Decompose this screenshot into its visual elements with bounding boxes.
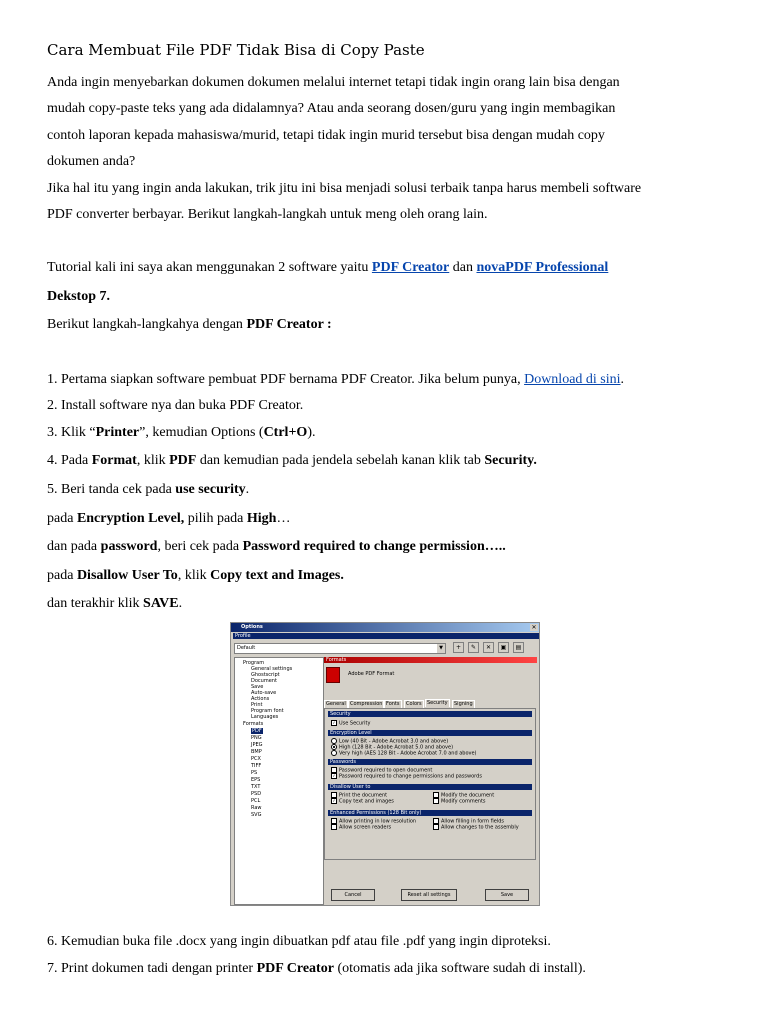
dialog-titlebar: Options ✕ xyxy=(231,623,539,632)
save-button: Save xyxy=(485,889,529,901)
encryption-header: Encryption Level xyxy=(328,730,532,736)
tree-item: General settings xyxy=(251,666,293,672)
paragraph-line: Berikut langkah-langkahya dengan PDF Creator : xyxy=(47,317,332,332)
tree-item: PNG xyxy=(251,735,262,741)
enh-screenreaders-checkbox: Allow screen readers xyxy=(331,824,391,831)
delete-profile-icon: ✕ xyxy=(483,642,494,653)
tab-general: General xyxy=(326,701,346,707)
pdf-format-icon xyxy=(326,667,340,683)
step-5-detail: dan pada password, beri cek pada Password required to change permission….. xyxy=(47,539,506,554)
download-link[interactable]: Download di sini xyxy=(524,372,621,387)
tree-item: Languages xyxy=(251,714,279,720)
open-profile-icon: ▤ xyxy=(513,642,524,653)
format-name: Adobe PDF Format xyxy=(348,671,395,677)
tree-item: Print xyxy=(251,702,263,708)
step-1: 1. Pertama siapkan software pembuat PDF bernama PDF Creator. Jika belum punya, Download di sini. xyxy=(47,372,625,387)
tree-item: Program font xyxy=(251,708,284,714)
enh-forms-checkbox: Allow filling in form fields xyxy=(433,818,504,825)
step-6: 6. Kemudian buka file .docx yang ingin dibuatkan pdf atau file .pdf yang ingin diproteksi. xyxy=(47,934,551,949)
format-tabs xyxy=(324,699,536,708)
step-3: 3. Klik “Printer”, kemudian Options (Ctrl+O). xyxy=(47,425,316,440)
paragraph-line: mudah copy-paste teks yang ada didalamnya? Atau anda seorang dosen/guru yang ingin membagikan xyxy=(47,101,616,116)
passwords-header: Passwords xyxy=(328,759,532,765)
cancel-button: Cancel xyxy=(331,889,375,901)
tab-compression: Compression xyxy=(350,701,383,707)
step-5-detail: pada Disallow User To, klik Copy text and Images. xyxy=(47,568,344,583)
chevron-down-icon: ▼ xyxy=(437,644,445,653)
enhanced-header: Enhanced Permissions (128 Bit only) xyxy=(328,810,532,816)
rename-profile-icon: ✎ xyxy=(468,642,479,653)
disallow-print-checkbox: Print the document xyxy=(331,792,387,799)
tree-item: Auto-save xyxy=(251,690,277,696)
tree-item: PS xyxy=(251,770,258,776)
tree-item: Save xyxy=(251,684,264,690)
disallow-copy-checkbox: ✓ Copy text and images xyxy=(332,798,394,805)
close-icon: ✕ xyxy=(531,624,537,631)
disallow-comments-checkbox: Modify comments xyxy=(433,798,486,805)
enc-veryhigh-radio: Very high (AES 128 Bit - Adobe Acrobat 7.0 and above) xyxy=(331,750,477,757)
novapdf-link[interactable]: novaPDF Professional xyxy=(476,260,609,275)
options-dialog-screenshot xyxy=(230,622,540,906)
tree-item: PCX xyxy=(251,756,261,762)
step-5-detail: dan terakhir klik SAVE. xyxy=(47,596,183,611)
enc-low-radio: Low (40 Bit - Adobe Acrobat 3.0 and above) xyxy=(331,738,448,745)
tab-signing: Signing xyxy=(454,701,473,707)
tree-item: JPEG xyxy=(251,742,263,748)
settings-tree xyxy=(234,657,324,905)
format-header: Formats xyxy=(324,657,537,663)
tab-fonts: Fonts xyxy=(386,701,400,707)
step-5: 5. Beri tanda cek pada use security. xyxy=(47,482,250,497)
paragraph-line: PDF converter berbayar. Berikut langkah-langkah untuk meng oleh orang lain. xyxy=(47,207,488,222)
enc-high-radio: High (128 Bit - Adobe Acrobat 5.0 and above) xyxy=(331,744,453,751)
format-panel xyxy=(324,657,536,903)
tree-item: Program xyxy=(243,660,265,666)
tree-item: Document xyxy=(251,678,277,684)
tree-item: Raw xyxy=(251,805,262,811)
add-profile-icon: + xyxy=(453,642,464,653)
tree-item: TXT xyxy=(251,784,261,790)
use-security-checkbox: ✓ Use Security xyxy=(332,720,371,727)
reset-settings-button: Reset all settings xyxy=(401,889,457,901)
profile-label: Profile xyxy=(233,633,540,639)
security-header: Security xyxy=(328,711,532,717)
pw-open-checkbox: Password required to open document xyxy=(331,767,432,774)
disallow-header: Disallow User to xyxy=(328,784,532,790)
tree-item-selected: PDF xyxy=(252,728,262,734)
tree-item: Formats xyxy=(243,721,264,727)
tree-item: SVG xyxy=(251,812,262,818)
enh-lowres-checkbox: Allow printing in low resolution xyxy=(331,818,416,825)
paragraph-line: dokumen anda? xyxy=(47,154,136,169)
tree-item: EPS xyxy=(251,777,261,783)
tree-item: BMP xyxy=(251,749,262,755)
step-2: 2. Install software nya dan buka PDF Creator. xyxy=(47,398,304,413)
save-profile-icon: ▣ xyxy=(498,642,509,653)
page-title: Cara Membuat File PDF Tidak Bisa di Copy Paste xyxy=(47,41,425,59)
step-4: 4. Pada Format, klik PDF dan kemudian pada jendela sebelah kanan klik tab Security. xyxy=(47,453,537,468)
paragraph-line: contoh laporan kepada mahasiswa/murid, tetapi tidak ingin murid tersebut bisa dengan mudah copy xyxy=(47,128,605,143)
tree-item: Ghostscript xyxy=(251,672,280,678)
enh-assembly-checkbox: Allow changes to the assembly xyxy=(433,824,519,831)
tree-item: Actions xyxy=(251,696,270,702)
tree-item: TIFF xyxy=(251,763,262,769)
tree-item: PCL xyxy=(251,798,261,804)
paragraph-line: Dekstop 7. xyxy=(47,289,111,304)
step-7: 7. Print dokumen tadi dengan printer PDF Creator (otomatis ada jika software sudah di install). xyxy=(47,961,586,976)
profile-select: Default ▼ xyxy=(234,643,446,654)
tab-security: Security xyxy=(427,700,448,706)
paragraph-line: Anda ingin menyebarkan dokumen dokumen melalui internet tetapi tidak ingin orang lain bisa dengan xyxy=(47,75,620,90)
paragraph-line: Tutorial kali ini saya akan menggunakan 2 software yaitu PDF Creator dan novaPDF Professional xyxy=(47,260,609,275)
security-panel xyxy=(324,708,536,860)
pw-permissions-checkbox: ✓ Password required to change permissions and passwords xyxy=(332,773,482,780)
step-5-detail: pada Encryption Level, pilih pada High… xyxy=(47,511,291,526)
disallow-modify-checkbox: Modify the document xyxy=(433,792,494,799)
tab-colors: Colors xyxy=(406,701,422,707)
pdf-creator-link[interactable]: PDF Creator xyxy=(371,260,450,275)
paragraph-line: Jika hal itu yang ingin anda lakukan, trik jitu ini bisa menjadi solusi terbaik tanpa harus membeli software xyxy=(47,181,642,196)
tree-item: PSD xyxy=(251,791,262,797)
